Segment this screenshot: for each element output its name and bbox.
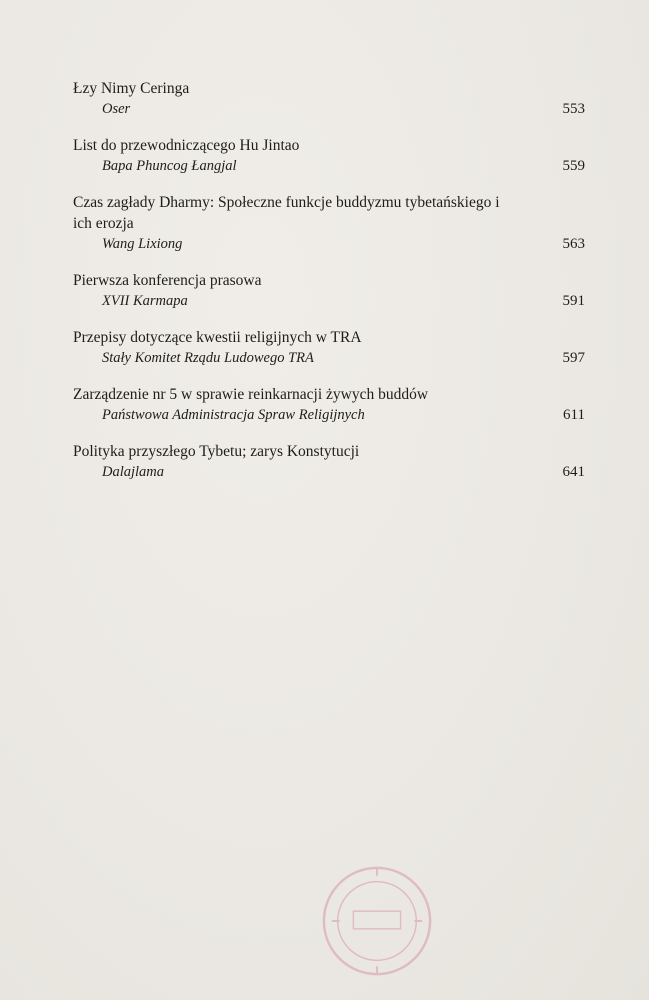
entry-page-number: 553 xyxy=(562,101,585,117)
entry-page-number: 591 xyxy=(562,293,585,309)
entry-title: Czas zagłady Dharmy: Społeczne funkcje buddyzmu tybetańskiego i ich erozja xyxy=(73,194,500,232)
entry-author-line xyxy=(73,405,585,426)
entry-page-number: 641 xyxy=(562,464,585,480)
toc-entry xyxy=(73,135,585,177)
entry-page-number: 611 xyxy=(563,407,585,423)
entry-page-number: 559 xyxy=(562,158,585,174)
toc-entry xyxy=(73,327,585,369)
entry-author-line xyxy=(73,291,585,312)
entry-title: Zarządzenie nr 5 w sprawie reinkarnacji żywych buddów xyxy=(73,386,429,403)
entry-author-line xyxy=(73,156,585,177)
entry-author: Dalajlama xyxy=(102,464,165,480)
toc-entry xyxy=(73,78,585,120)
entry-page-number: 597 xyxy=(562,350,585,366)
toc-entry xyxy=(73,441,585,483)
toc-entry xyxy=(73,270,585,312)
entry-title: Łzy Nimy Ceringa xyxy=(73,80,190,97)
entry-author-line xyxy=(73,99,585,120)
entry-title: List do przewodniczącego Hu Jintao xyxy=(73,137,300,154)
entry-author: XVII Karmapa xyxy=(102,293,188,309)
entry-page-number: 563 xyxy=(562,236,585,252)
entry-title: Pierwsza konferencja prasowa xyxy=(73,272,262,289)
table-of-contents xyxy=(73,78,585,498)
toc-entry xyxy=(73,384,585,426)
entry-author-line xyxy=(73,462,585,483)
entry-author: Wang Lixiong xyxy=(102,236,183,252)
entry-author: Stały Komitet Rządu Ludowego TRA xyxy=(102,350,314,366)
entry-author: Oser xyxy=(102,101,131,117)
entry-author-line xyxy=(73,234,585,255)
toc-entry xyxy=(73,192,585,255)
entry-author-line xyxy=(73,348,585,369)
entry-title: Polityka przyszłego Tybetu; zarys Konstytucji xyxy=(73,443,360,460)
entry-author: Bapa Phuncog Łangjal xyxy=(102,158,237,174)
entry-author: Państwowa Administracja Spraw Religijnych xyxy=(102,407,365,423)
library-stamp-icon xyxy=(318,862,436,980)
entry-title: Przepisy dotyczące kwestii religijnych w TRA xyxy=(73,329,362,346)
